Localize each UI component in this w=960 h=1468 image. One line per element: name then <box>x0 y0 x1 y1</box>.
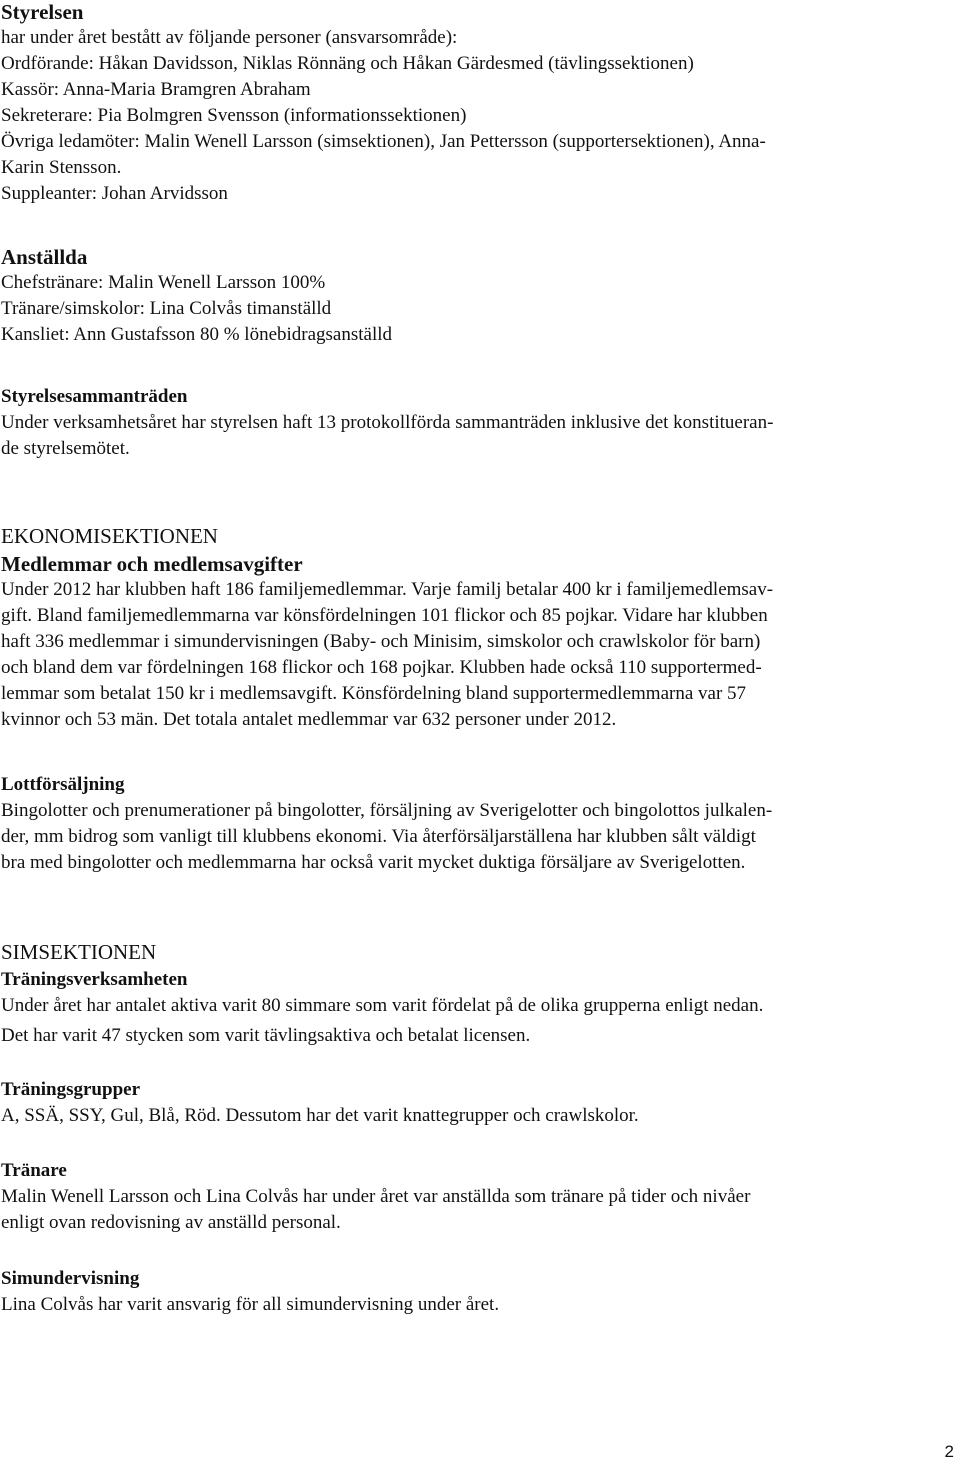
sim-line-1: Under året har antalet aktiva varit 80 simmare som varit fördelat på de olika grupperna enligt nedan. <box>1 995 764 1016</box>
styrelsen-line-4: Sekreterare: Pia Bolmgren Svensson (informationssektionen) <box>1 105 467 126</box>
styrelsen-line-7: Suppleanter: Johan Arvidsson <box>1 183 228 204</box>
heading-styrelsesammantraden: Styrelsesammanträden <box>1 386 188 407</box>
ekonomi-line-4: och bland dem var fördelningen 168 flickor och 168 pojkar. Klubben hade också 110 supportermed- <box>1 657 762 678</box>
section-simundervisning <box>1 1266 951 1318</box>
heading-traningsverksamheten: Träningsverksamheten <box>1 969 188 990</box>
lott-line-3: bra med bingolotter och medlemmarna har också varit mycket duktiga försäljare av Sverigelotten. <box>1 852 746 873</box>
heading-anstallda: Anställda <box>1 245 88 269</box>
ekonomi-line-1: Under 2012 har klubben haft 186 familjemedlemmar. Varje familj betalar 400 kr i familjemedlemsav- <box>1 579 774 600</box>
styrelsen-line-1: har under året bestått av följande personer (ansvarsområde): <box>1 27 458 48</box>
styrelsen-line-5: Övriga ledamöter: Malin Wenell Larsson (simsektionen), Jan Pettersson (supportersektionen), Anna- <box>1 131 766 152</box>
section-lottforsaljning <box>1 772 951 876</box>
anstallda-line-2: Tränare/simskolor: Lina Colvås timanställd <box>1 298 332 319</box>
sim-line-2: Det har varit 47 stycken som varit tävlingsaktiva och betalat licensen. <box>1 1025 531 1046</box>
styrelsen-line-3: Kassör: Anna-Maria Bramgren Abraham <box>1 79 311 100</box>
styrelsen-line-6: Karin Stensson. <box>1 157 122 178</box>
section-sim <box>1 939 951 1049</box>
section-styrelsen <box>1 0 951 207</box>
grupper-line-1: A, SSÄ, SSY, Gul, Blå, Röd. Dessutom har det varit knattegrupper och crawlskolor. <box>1 1105 639 1126</box>
styrelsen-line-2: Ordförande: Håkan Davidsson, Niklas Rönnäng och Håkan Gärdesmed (tävlingssektionen) <box>1 53 694 74</box>
ekonomi-line-3: haft 336 medlemmar i simundervisningen (Baby- och Minisim, simskolor och crawlskolor för barn) <box>1 631 761 652</box>
ekonomi-line-6: kvinnor och 53 män. Det totala antalet medlemmar var 632 personer under 2012. <box>1 709 617 730</box>
simundervisning-line-1: Lina Colvås har varit ansvarig för all simundervisning under året. <box>1 1294 500 1315</box>
heading-simundervisning: Simundervisning <box>1 1268 140 1289</box>
ekonomi-line-5: lemmar som betalat 150 kr i medlemsavgift. Könsfördelning bland supportermedlemmarna var 57 <box>1 683 747 704</box>
anstallda-line-1: Chefstränare: Malin Wenell Larsson 100% <box>1 272 326 293</box>
anstallda-line-3: Kansliet: Ann Gustafsson 80 % lönebidragsanställd <box>1 324 393 345</box>
ekonomi-line-2: gift. Bland familjemedlemmarna var könsfördelningen 101 flickor och 85 pojkar. Vidare har klubben <box>1 605 768 626</box>
styrelsesammantraden-line-2: de styrelsemötet. <box>1 438 130 459</box>
tranare-line-1: Malin Wenell Larsson och Lina Colvås har under året var anställda som tränare på tider och nivåer <box>1 1186 751 1207</box>
section-ekonomi <box>1 523 951 733</box>
lott-line-1: Bingolotter och prenumerationer på bingolotter, försäljning av Sverigelotter och bingolottos julkalen- <box>1 800 773 821</box>
section-title-sim: SIMSEKTIONEN <box>1 940 157 964</box>
heading-medlemmar: Medlemmar och medlemsavgifter <box>1 552 303 576</box>
styrelsesammantraden-line-1: Under verksamhetsåret har styrelsen haft 13 protokollförda sammanträden inklusive det konstitueran- <box>1 412 774 433</box>
heading-lottforsaljning: Lottförsäljning <box>1 774 125 795</box>
heading-tranare: Tränare <box>1 1160 67 1181</box>
section-anstallda <box>1 244 951 348</box>
tranare-line-2: enligt ovan redovisning av anställd personal. <box>1 1212 341 1233</box>
heading-traningsgrupper: Träningsgrupper <box>1 1079 141 1100</box>
section-tranare <box>1 1158 951 1236</box>
lott-line-2: der, mm bidrog som vanligt till klubbens ekonomi. Via återförsäljarställena har klubben sålt väldigt <box>1 826 756 847</box>
section-traningsgrupper <box>1 1077 951 1129</box>
page-number: 2 <box>944 1442 954 1461</box>
section-title-ekonomi: EKONOMISEKTIONEN <box>1 524 218 548</box>
heading-styrelsen: Styrelsen <box>1 0 84 24</box>
section-styrelsesammantraden <box>1 384 951 462</box>
